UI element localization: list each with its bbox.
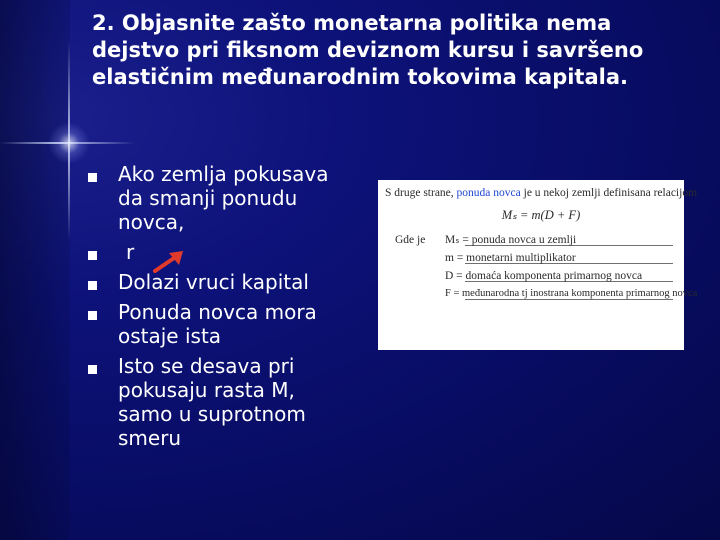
bullet-item (88, 162, 358, 234)
square-bullet-icon (88, 251, 97, 260)
sparkle-glow (48, 122, 90, 164)
bullet-list (88, 162, 358, 450)
figure-intro (385, 185, 698, 201)
definition-row (385, 249, 677, 267)
square-bullet-icon (88, 173, 97, 182)
definition-text: Mₛ = ponuda novca u zemlji (445, 234, 577, 246)
money-supply-figure (378, 180, 698, 350)
definition-text: F = međunarodna tj inostrana komponenta primarnog novca (445, 288, 698, 299)
bullet-item (88, 270, 358, 294)
definition-row (385, 231, 677, 249)
figure-intro-text: S druge strane, (385, 187, 457, 199)
bullet-line: Dolazi vruci kapital (118, 270, 309, 294)
title-line: 2. Objasnite zašto monetarna politika nema (92, 11, 612, 35)
title-line: elastičnim međunarodnim tokovima kapitala. (92, 65, 628, 89)
bullet-text (118, 162, 358, 234)
definition-text: m = monetarni multiplikator (445, 252, 576, 264)
bullet-line: smeru (118, 426, 182, 450)
definition-row (385, 267, 677, 285)
bullet-line: samo u suprotnom (118, 402, 306, 426)
title-line: dejstvo pri fiksnom deviznom kursu i savršeno (92, 38, 644, 62)
bullet-line: da smanji ponudu (118, 186, 298, 210)
bullet-line: Ponuda novca mora (118, 300, 317, 324)
slide-title (92, 10, 692, 91)
square-bullet-icon (88, 281, 97, 290)
bullet-item (88, 240, 358, 264)
figure-intro-highlight: ponuda novca (456, 187, 521, 199)
arrow-up-right-icon (152, 248, 186, 274)
bullet-line: Isto se desava pri (118, 354, 295, 378)
bullet-text (118, 300, 358, 348)
square-bullet-icon (88, 311, 97, 320)
bullet-line: Ako zemlja pokusava (118, 162, 329, 186)
money-supply-equation: Mₛ = m(D + F) (501, 208, 581, 222)
bullet-text (118, 354, 358, 450)
bullet-item (88, 300, 358, 348)
definition-text: D = domaća komponenta primarnog novca (445, 270, 643, 282)
bullet-line: r (126, 240, 135, 264)
square-bullet-icon (88, 365, 97, 374)
definition-row (385, 285, 698, 303)
bullet-line: ostaje ista (118, 324, 222, 348)
left-shadow-band (0, 0, 70, 540)
bullet-item (88, 354, 358, 450)
gde-je-label: Gde je (395, 234, 426, 246)
bullet-line: pokusaju rasta M, (118, 378, 295, 402)
figure-intro-text: je u nekoj zemlji definisana relacijom (520, 187, 698, 199)
bullet-line: novca, (118, 210, 185, 234)
